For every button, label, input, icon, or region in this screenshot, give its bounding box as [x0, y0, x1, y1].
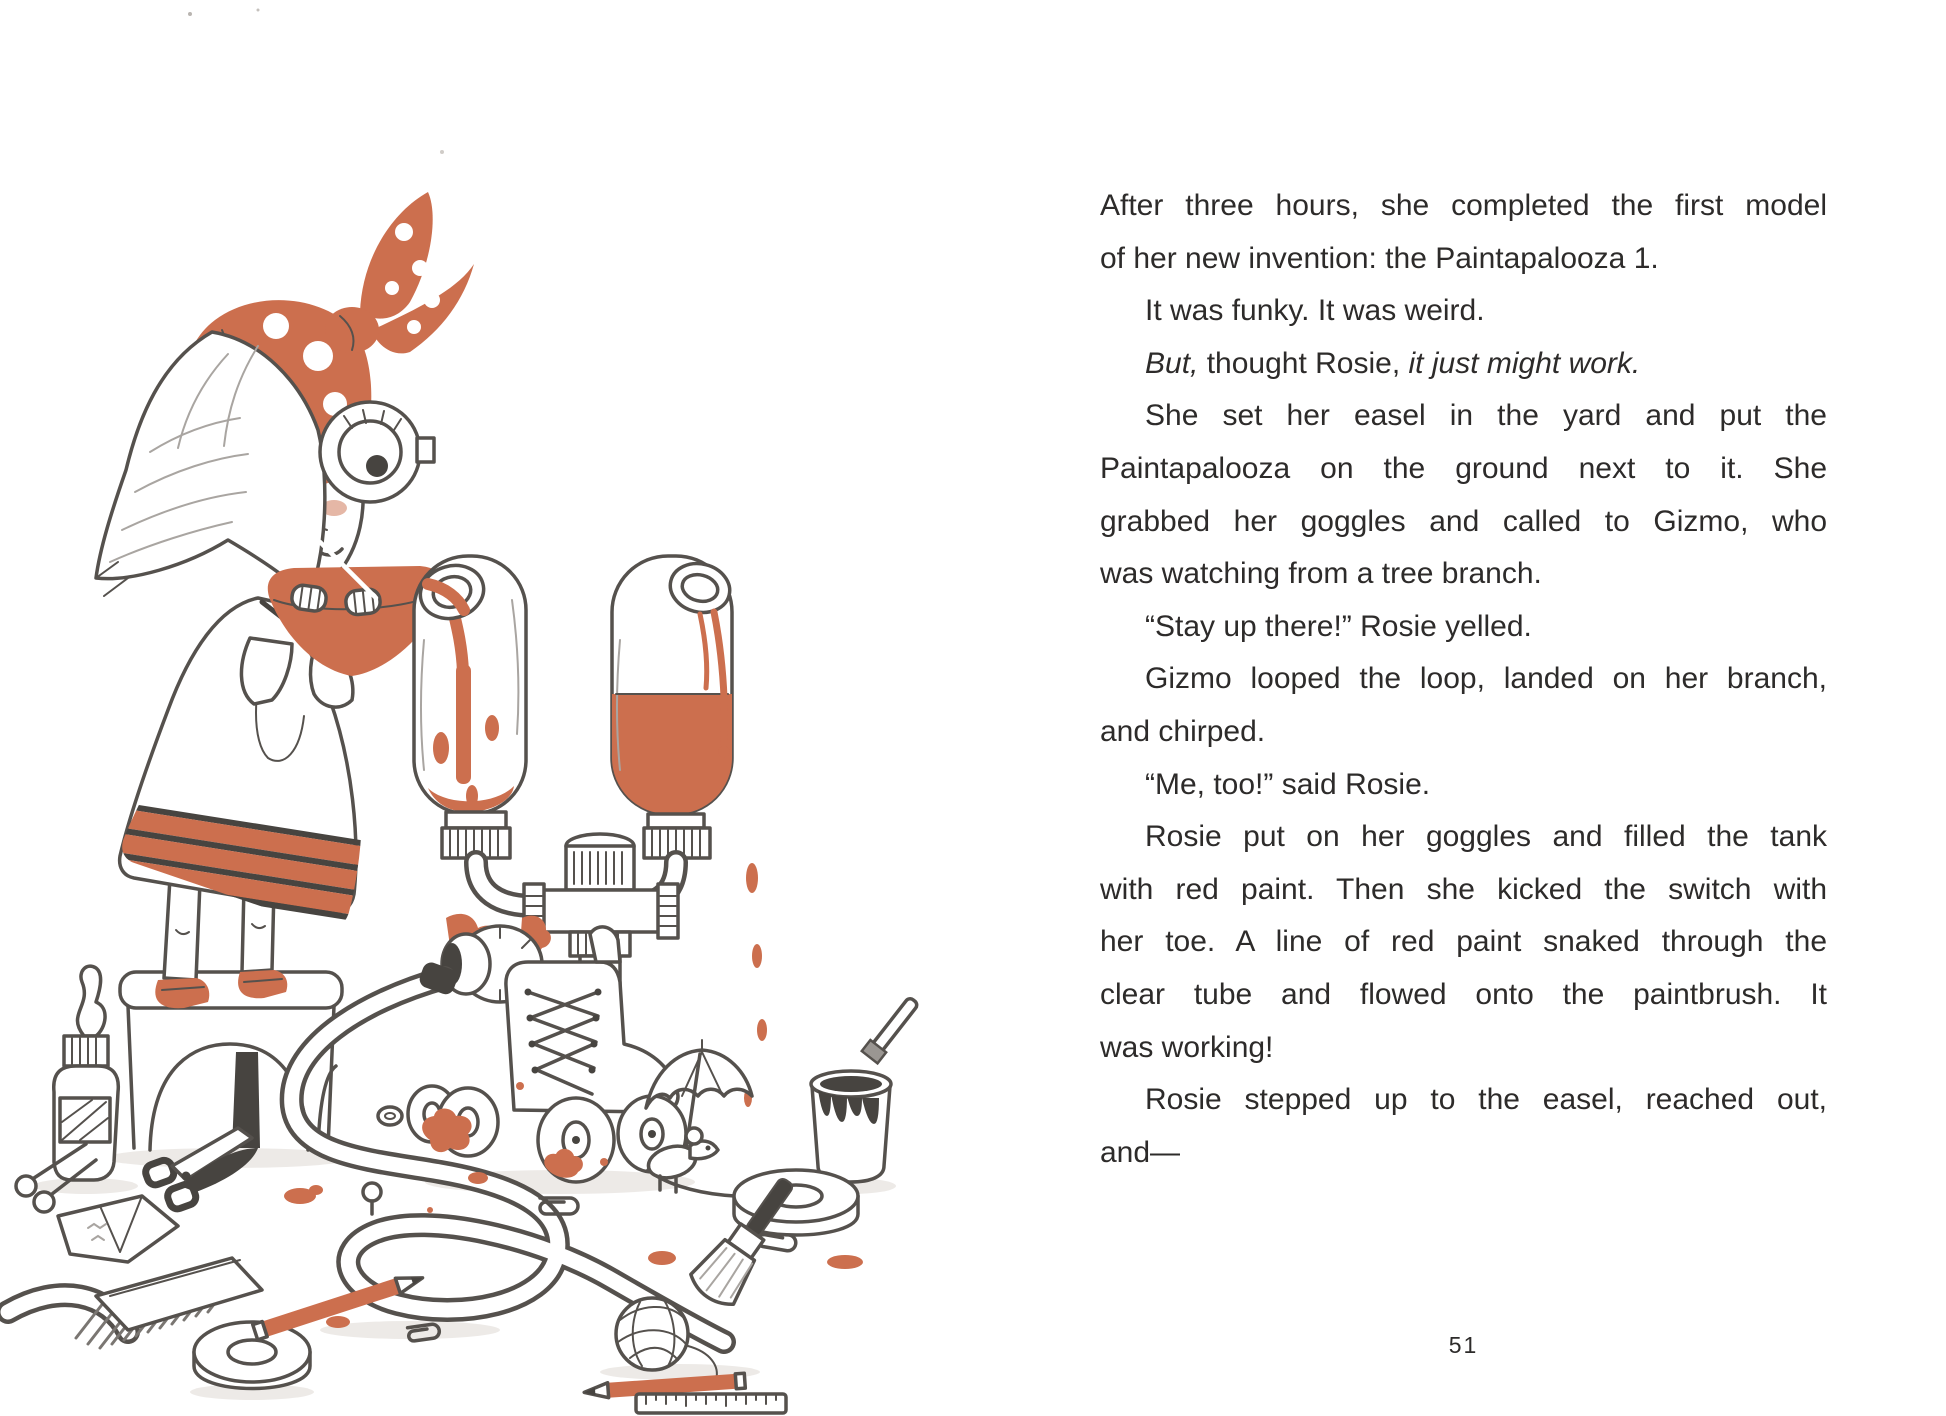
story-text — [1100, 180, 1827, 1179]
crumpled-paper — [58, 1196, 178, 1262]
goggles — [320, 402, 434, 502]
story-line: Paintapalooza on the ground next to it. She — [1100, 451, 1827, 485]
headscarf-bow — [325, 192, 474, 353]
girl-rosie — [67, 192, 474, 1008]
story-line: Rosie put on her goggles and filled the tank — [1145, 820, 1827, 854]
bottle-right — [612, 556, 735, 858]
story-line: and chirped. — [1100, 714, 1266, 748]
page-specks — [188, 9, 444, 155]
story-line: was working! — [1100, 1030, 1274, 1064]
story-line: After three hours, she completed the first model — [1100, 189, 1827, 222]
story-line: But, thought Rosie, it just might work. — [1145, 346, 1641, 380]
story-line: It was funky. It was weird. — [1145, 294, 1485, 328]
story-line: “Me, too!” said Rosie. — [1145, 767, 1431, 801]
tape-roll — [194, 1322, 310, 1389]
button-ring — [378, 1107, 402, 1125]
page-number: 51 — [1448, 1332, 1479, 1358]
paint-droplets — [744, 863, 767, 1107]
story-line: “Stay up there!” Rosie yelled. — [1145, 609, 1532, 643]
story-line: grabbed her goggles and called to Gizmo, who — [1100, 504, 1827, 538]
push-pin — [363, 1183, 381, 1214]
bottle-left — [414, 556, 526, 858]
glue-bottle — [54, 966, 119, 1180]
story-line: clear tube and flowed onto the paintbrush. It — [1100, 977, 1827, 1011]
story-line: was watching from a tree branch. — [1100, 557, 1542, 591]
illustration-rosie-paintapalooza — [0, 0, 920, 1416]
story-line: of her new invention: the Paintapalooza 1. — [1100, 241, 1659, 275]
story-line: Rosie stepped up to the easel, reached out, — [1145, 1083, 1827, 1117]
ruler — [636, 1394, 786, 1413]
story-line: Gizmo looped the loop, landed on her branch, — [1145, 662, 1827, 696]
story-line: and— — [1100, 1135, 1181, 1169]
story-line: her toe. A line of red paint snaked through the — [1100, 925, 1827, 959]
scissors-dark — [143, 1128, 258, 1211]
paint-can-with-brush — [811, 994, 920, 1182]
story-line: She set her easel in the yard and put the — [1145, 399, 1827, 433]
story-line: with red paint. Then she kicked the switch with — [1100, 872, 1827, 906]
